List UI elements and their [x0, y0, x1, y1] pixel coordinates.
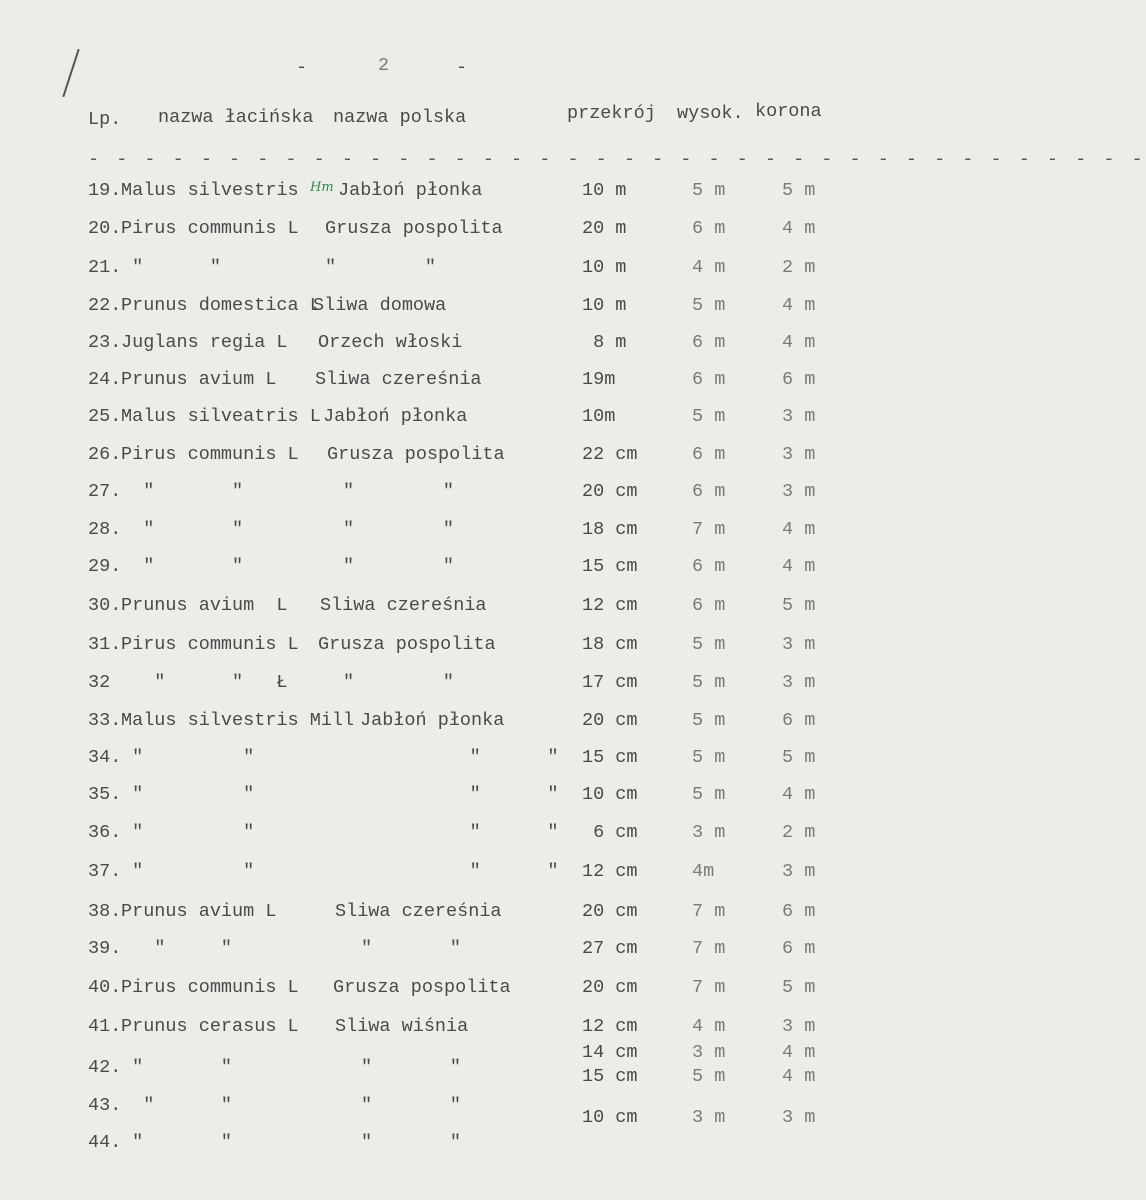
crown-value: 4 m: [782, 1066, 816, 1087]
polish-name: Grusza pospolita: [327, 444, 505, 465]
polish-name: " ": [343, 481, 455, 502]
row-number: 27.: [88, 481, 122, 502]
row-number: 29.: [88, 556, 122, 577]
height-value: 6 m: [692, 369, 726, 390]
diameter-value: 20 cm: [582, 710, 638, 731]
height-value: 5 m: [692, 1066, 726, 1087]
diameter-value: 10 m: [582, 180, 627, 201]
polish-name: " ": [361, 1057, 461, 1078]
latin-name: " ": [121, 556, 244, 577]
latin-name: " ": [121, 822, 255, 843]
latin-name: Prunus avium L: [121, 595, 288, 616]
height-value: 4m: [692, 861, 715, 882]
diameter-value: 12 cm: [582, 1016, 638, 1037]
height-value: 7 m: [692, 519, 726, 540]
diameter-value: 27 cm: [582, 938, 638, 959]
latin-name: Pirus communis L: [121, 634, 299, 655]
latin-name: Malus silveatris L: [121, 406, 321, 427]
diameter-value: 20 cm: [582, 481, 638, 502]
crown-value: 5 m: [782, 977, 816, 998]
diameter-value: 18 cm: [582, 519, 638, 540]
polish-name: " ": [361, 1095, 461, 1116]
crown-value: 4 m: [782, 556, 816, 577]
latin-name: " ": [121, 938, 233, 959]
row-number: 24.: [88, 369, 122, 390]
diameter-value: 19m: [582, 369, 616, 390]
diameter-value: 15 cm: [582, 747, 638, 768]
page-number: 2: [378, 55, 390, 76]
row-number: 33.: [88, 710, 122, 731]
latin-name: " ": [121, 861, 255, 882]
crown-value: 4 m: [782, 1042, 816, 1063]
row-number: 25.: [88, 406, 122, 427]
crown-value: 4 m: [782, 784, 816, 805]
diameter-value: 17 cm: [582, 672, 638, 693]
latin-name: " ": [121, 519, 244, 540]
crown-value: 3 m: [782, 672, 816, 693]
latin-name: " ": [121, 784, 255, 805]
row-number: 36.: [88, 822, 122, 843]
diameter-value: 20 cm: [582, 977, 638, 998]
crown-value: 5 m: [782, 747, 816, 768]
diameter-value: 10 cm: [582, 1107, 638, 1128]
polish-name: Grusza pospolita: [333, 977, 511, 998]
handwritten-annotation: Hm: [310, 180, 334, 195]
page-number-dash-right: -: [456, 57, 468, 78]
polish-name: Jabłoń płonka: [323, 406, 468, 427]
header-latin-name: nazwa łacińska: [158, 107, 314, 128]
polish-name: " ": [343, 556, 455, 577]
row-number: 22.: [88, 295, 122, 316]
latin-name: Prunus avium L: [121, 369, 277, 390]
row-number: 21.: [88, 257, 122, 278]
polish-name: " ": [403, 822, 559, 843]
diameter-value: 10 m: [582, 295, 627, 316]
header-height: wysok.: [677, 103, 744, 124]
row-number: 32: [88, 672, 111, 693]
header-divider: - - - - - - - - - - - - - - - - - - - - - - - - - - - - - - - - - - - - - -: [88, 149, 1146, 170]
row-number: 43.: [88, 1095, 122, 1116]
latin-name: Pirus communis L: [121, 977, 299, 998]
row-number: 19.: [88, 180, 122, 201]
crown-value: 3 m: [782, 861, 816, 882]
row-number: 31.: [88, 634, 122, 655]
height-value: 5 m: [692, 295, 726, 316]
header-crown: korona: [755, 101, 822, 122]
diameter-value: 15 cm: [582, 1066, 638, 1087]
height-value: 6 m: [692, 332, 726, 353]
polish-name: " ": [343, 519, 455, 540]
crown-value: 2 m: [782, 257, 816, 278]
latin-name: Prunus cerasus L: [121, 1016, 299, 1037]
height-value: 5 m: [692, 710, 726, 731]
diameter-value: 10 m: [582, 257, 627, 278]
crown-value: 6 m: [782, 938, 816, 959]
polish-name: " ": [325, 257, 437, 278]
polish-name: Jabłoń płonka: [338, 180, 483, 201]
latin-name: " ": [121, 1095, 233, 1116]
row-number: 39.: [88, 938, 122, 959]
row-number: 28.: [88, 519, 122, 540]
polish-name: Sliwa domowa: [313, 295, 447, 316]
polish-name: " ": [403, 784, 559, 805]
polish-name: Sliwa czereśnia: [315, 369, 482, 390]
height-value: 6 m: [692, 481, 726, 502]
crown-value: 4 m: [782, 519, 816, 540]
row-number: 20.: [88, 218, 122, 239]
row-number: 34.: [88, 747, 122, 768]
row-number: 37.: [88, 861, 122, 882]
row-number: 44.: [88, 1132, 122, 1153]
diameter-value: 6 cm: [582, 822, 638, 843]
header-polish-name: nazwa polska: [333, 107, 467, 128]
polish-name: " ": [361, 1132, 461, 1153]
diameter-value: 10m: [582, 406, 616, 427]
row-number: 42.: [88, 1057, 122, 1078]
polish-name: " ": [403, 861, 559, 882]
latin-name: " ": [121, 747, 255, 768]
crown-value: 3 m: [782, 1107, 816, 1128]
height-value: 6 m: [692, 595, 726, 616]
polish-name: Sliwa czereśnia: [320, 595, 487, 616]
latin-name: Malus silvestris: [121, 180, 299, 201]
page-number-dash-left: -: [296, 57, 308, 78]
diameter-value: 12 cm: [582, 595, 638, 616]
crown-value: 3 m: [782, 481, 816, 502]
crown-value: 2 m: [782, 822, 816, 843]
height-value: 5 m: [692, 634, 726, 655]
diameter-value: 18 cm: [582, 634, 638, 655]
diameter-value: 20 m: [582, 218, 627, 239]
row-number: 35.: [88, 784, 122, 805]
crown-value: 3 m: [782, 406, 816, 427]
height-value: 7 m: [692, 901, 726, 922]
height-value: 5 m: [692, 672, 726, 693]
row-number: 38.: [88, 901, 122, 922]
height-value: 5 m: [692, 784, 726, 805]
height-value: 5 m: [692, 180, 726, 201]
crown-value: 6 m: [782, 369, 816, 390]
latin-name: " ": [121, 257, 221, 278]
crown-value: 5 m: [782, 595, 816, 616]
polish-name: Sliwa czereśnia: [335, 901, 502, 922]
crown-value: 4 m: [782, 295, 816, 316]
latin-name: Prunus domestica L: [121, 295, 321, 316]
diameter-value: 15 cm: [582, 556, 638, 577]
latin-name: " ": [121, 1057, 233, 1078]
polish-name: " ": [403, 747, 559, 768]
height-value: 3 m: [692, 1042, 726, 1063]
height-value: 6 m: [692, 218, 726, 239]
height-value: 6 m: [692, 444, 726, 465]
diameter-value: 22 cm: [582, 444, 638, 465]
height-value: 3 m: [692, 822, 726, 843]
diameter-value: 14 cm: [582, 1042, 638, 1063]
height-value: 5 m: [692, 406, 726, 427]
latin-name: " " Ł: [121, 672, 288, 693]
header-lp: Lp.: [88, 109, 122, 130]
latin-name: " ": [121, 1132, 233, 1153]
polish-name: Grusza pospolita: [318, 634, 496, 655]
row-number: 23.: [88, 332, 122, 353]
height-value: 3 m: [692, 1107, 726, 1128]
row-number: 30.: [88, 595, 122, 616]
height-value: 5 m: [692, 747, 726, 768]
crown-value: 3 m: [782, 1016, 816, 1037]
latin-name: Prunus avium L: [121, 901, 277, 922]
row-number: 40.: [88, 977, 122, 998]
pen-stroke-mark: [62, 49, 79, 97]
polish-name: Orzech włoski: [318, 332, 463, 353]
polish-name: " ": [361, 938, 461, 959]
height-value: 7 m: [692, 977, 726, 998]
polish-name: Grusza pospolita: [325, 218, 503, 239]
crown-value: 3 m: [782, 634, 816, 655]
crown-value: 6 m: [782, 901, 816, 922]
row-number: 41.: [88, 1016, 122, 1037]
crown-value: 6 m: [782, 710, 816, 731]
polish-name: " ": [343, 672, 455, 693]
latin-name: Pirus communis L: [121, 218, 299, 239]
height-value: 4 m: [692, 257, 726, 278]
diameter-value: 20 cm: [582, 901, 638, 922]
header-diameter: przekrój: [567, 103, 656, 124]
height-value: 4 m: [692, 1016, 726, 1037]
row-number: 26.: [88, 444, 122, 465]
crown-value: 5 m: [782, 180, 816, 201]
crown-value: 3 m: [782, 444, 816, 465]
diameter-value: 12 cm: [582, 861, 638, 882]
polish-name: Jabłoń płonka: [360, 710, 505, 731]
diameter-value: 10 cm: [582, 784, 638, 805]
diameter-value: 8 m: [582, 332, 627, 353]
latin-name: Pirus communis L: [121, 444, 299, 465]
crown-value: 4 m: [782, 332, 816, 353]
latin-name: Juglans regia L: [121, 332, 288, 353]
polish-name: Sliwa wiśnia: [335, 1016, 469, 1037]
height-value: 7 m: [692, 938, 726, 959]
height-value: 6 m: [692, 556, 726, 577]
crown-value: 4 m: [782, 218, 816, 239]
latin-name: " ": [121, 481, 244, 502]
latin-name: Malus silvestris Mill: [121, 710, 355, 731]
